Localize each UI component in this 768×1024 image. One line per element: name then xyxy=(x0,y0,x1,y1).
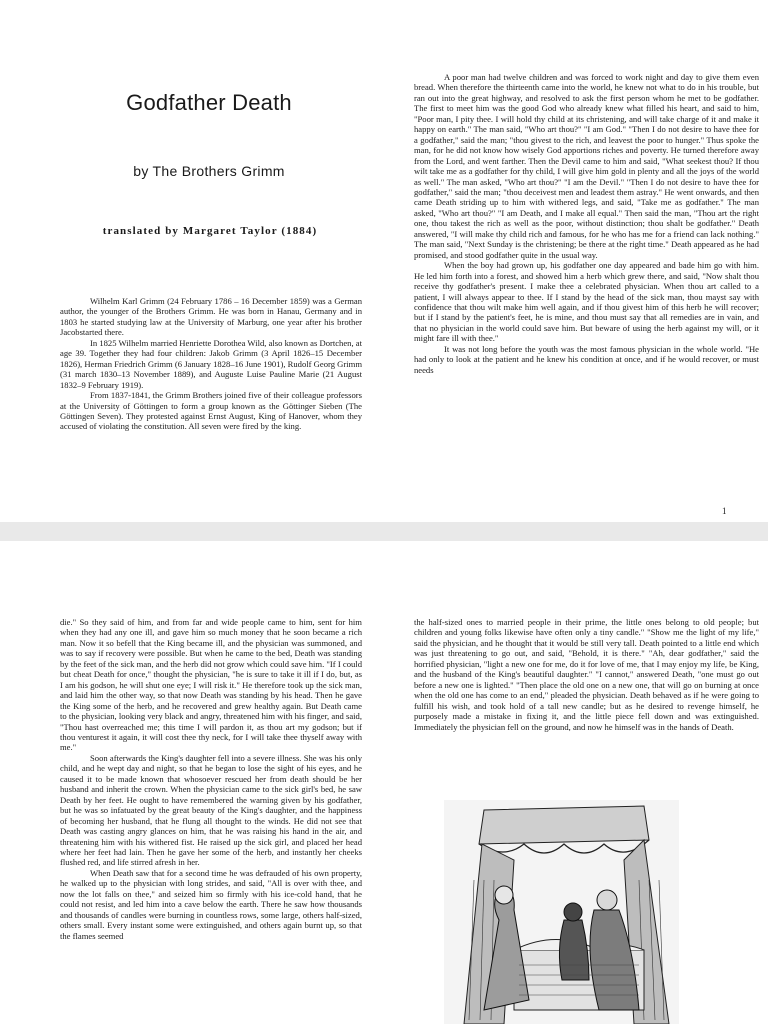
page-two xyxy=(0,541,768,1024)
bio-paragraph: Wilhelm Karl Grimm (24 February 1786 – 16 December 1859) was a German author, the younger of the Brothers Grimm. He was born in Hanau, Germany and in 1803 he started studying law at the University of Marburg, one year after his brother Jacobstarted there. xyxy=(60,296,362,338)
story-illustration xyxy=(444,800,679,1024)
story-column xyxy=(60,617,362,1024)
page-gap xyxy=(0,522,768,541)
bio-paragraph: From 1837-1841, the Grimm Brothers joined five of their colleague professors at the University of Göttingen to form a group known as the Göttinger Sieben (The Göttingen Seven). They protested against Ernst August, King of Hanover, whom they accused of violating the constitution. All seven were fired by the king. xyxy=(60,390,362,432)
story-column xyxy=(414,617,759,792)
story-paragraph: When Death saw that for a second time he was defrauded of his own property, he walked up to the physician with long strides, and said, "All is over with thee, and now the lot falls on thee," and seized him so firmly with his ice-cold hand, that he could not resist, and led him into a cave below the earth. There he saw how thousands and thousands of candles were burning in countless rows, some large, others half-sized, others small. Every instant some were extinguished, and others again burnt up, so that the flames seemed xyxy=(60,867,362,941)
story-paragraph: It was not long before the youth was the most famous physician in the whole world. "He had only to look at the patient and he knew his condition at once, and if he would recover, or must needs xyxy=(414,343,759,375)
story-paragraph: Soon afterwards the King's daughter fell into a severe illness. She was his only child, and he wept day and night, so that he began to lose the sight of his eyes, and he caused it to be made known that whosoever rescued her from death should be her husband and inherit the crown. When the physician came to the sick girl's bed, he saw Death by her feet. He ought to have remembered the warning given by his godfather, but he was so infatuated by the great beauty of the King's daughter, and the happiness of becoming her husband, that he flung all thought to the winds. He did not see that Death was casting angry glances on him, that he was raising his hand in the air, and threatening him with his withered fist. He raised up the sick girl, and placed her head where her feet had lain. Then he gave her some of the herb, and instantly her cheeks flushed red, and life stirred afresh in her. xyxy=(60,752,362,868)
story-paragraph: the half-sized ones to married people in their prime, the little ones belong to old people; but children and young folks likewise have often only a tiny candle." "Show me the light of my life," said the physician, and he thought that it would be still very tall. Death pointed to a little end which was just threatening to go out, and said, "Behold, it is there." "Ah, dear godfather," said the horrified physician, "light a new one for me, do it for love of me, that I may enjoy my life, be King, and the husband of the King's beautiful daughter." "I cannot," answered Death, "one must go out before a new one is lighted." "Then place the old one on a new one, that will go on burning at once when the old one has come to an end," pleaded the physician. Death behaved as if he were going to fulfill his wish, and took hold of a tall new candle; but as he desired to revenge himself, he purposely made a mistake in fixing it, and the little piece fell down and was extinguished. Immediately the physician fell on the ground, and now he himself was in the hands of Death. xyxy=(414,617,759,732)
bio-paragraph: In 1825 Wilhelm married Henriette Dorothea Wild, also known as Dortchen, at age 39. Together they had four children: Jakob Grimm (3 April 1826–15 December 1826), Herman Friedrich Grimm (6 January 1828–16 June 1901), Rudolf Georg Grimm (31 march 1830–13 November 1889), and Auguste Luise Pauline Marie (21 August 1832–9 February 1919). xyxy=(60,337,362,390)
story-paragraph: A poor man had twelve children and was forced to work night and day to give them even bread. When therefore the thirteenth came into the world, he knew not what to do in his trouble, but ran out into the great highway, and resolved to ask the first person whom he met to be godfather. The first to meet him was the good God who already knew what filled his heart, and said to him, "Poor man, I pity thee. I will hold thy child at its christening, and will take charge of it and make it happy on earth." The man said, "Who art thou?" "I am God." "Then I do not desire to have thee for a godfather," said the man; "thou givest to the rich, and leavest the poor to hunger." Thus spoke the man, for he did not know how wisely God apportions riches and poverty. He turned therefore away from the Lord, and went farther. Then the Devil came to him and said, "What seekest thou? If thou wilt take me as a godfather for thy child, I will give him gold in plenty and all the joys of the world as well." The man asked, "Who art thou?" "I am the Devil." "Then I do not desire to have thee for godfather," said the man; "thou deceivest men and leadest them astray." He went onwards, and then came Death striding up to him with withered legs, and said, "Take me as godfather." The man asked, "Who art thou?" "I am Death, and I make all equal." Then said the man, "Thou art the right one, thou takest the rich as well as the poor, without distinction; thou shalt be godfather." Death answered, "I will make thy child rich and famous, for he who has me for a friend can lack nothing." The man said, "Next Sunday is the christening; be there at the right time." Death appeared as he had promised, and stood godfather quite in the usual way. xyxy=(414,72,759,260)
story-paragraph: die." So they said of him, and from far and wide people came to him, sent for him when they had any one ill, and gave him so much money that he soon became a rich man. Now it so befell that the King became ill, and the physician was summoned, and was to say if recovery were possible. But when he came to the bed, Death was standing by the feet of the sick man, and the herb did not grow which could save him. "If I could but cheat Death for once," thought the physician, "he is sure to take it ill if I do, but, as I am his godson, he will shut one eye; I will risk it." He therefore took up the sick man, and laid him the other way, so that now Death was standing by his head. Then he gave the King some of the herb, and he recovered and grew healthy again. But Death came to the physician, looking very black and angry, threatened him with his finger, and said, "Thou hast overreached me; this time I will pardon it, as thou art my godson; but if thou venturest it again, it will cost thee thy neck, for I will take thee thyself away with me." xyxy=(60,617,362,753)
page-number: 1 xyxy=(722,506,727,516)
page-title: Godfather Death xyxy=(126,90,292,115)
translator-credit: translated by Margaret Taylor (1884) xyxy=(102,225,318,237)
author-byline: by The Brothers Grimm xyxy=(133,163,285,179)
author-biography xyxy=(60,296,362,486)
story-paragraph: When the boy had grown up, his godfather one day appeared and bade him go with him. He led him forth into a forest, and showed him a herb which grew there, and said, "Now shalt thou receive thy godfather's present. I make thee a celebrated physician. When thou art called to a patient, I will always appear to thee. If I stand by the head of the sick man, thou mayst say with confidence that thou wilt make him well again, and if thou givest him of this herb he will recover; but if I stand by the patient's feet, he is mine, and thou must say that all remedies are in vain, and that no physician in the world could save him. But beware of using the herb against my will, or it might fare ill with thee." xyxy=(414,260,759,344)
story-column xyxy=(414,72,759,500)
